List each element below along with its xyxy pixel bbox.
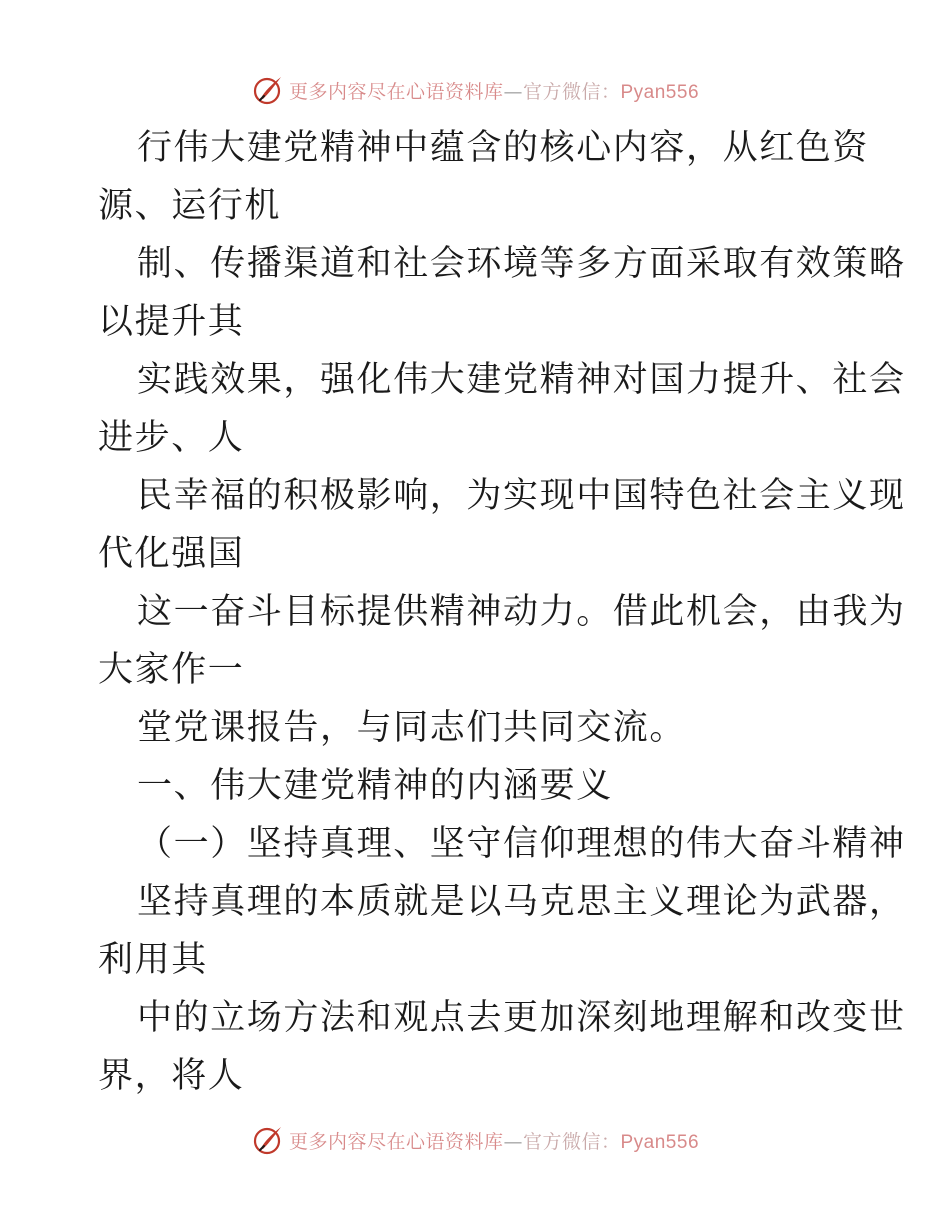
footer-watermark — [0, 1120, 950, 1160]
watermark-separator: — — [503, 80, 523, 103]
watermark-wechat-label: 官方微信： — [522, 1130, 621, 1153]
watermark-wechat-id: Pyan556 — [620, 1131, 700, 1153]
watermark-brand: 更多内容尽在心语资料库 — [288, 80, 504, 103]
watermark-wechat-label: 官方微信： — [522, 80, 621, 103]
text-line: 堂党课报告，与同志们共同交流。 — [137, 708, 687, 748]
section-heading: 一、伟大建党精神的内涵要义 — [137, 766, 613, 806]
text-line: 以提升其 — [98, 302, 245, 342]
watermark-wechat-id: Pyan556 — [620, 81, 700, 103]
watermark-brand: 更多内容尽在心语资料库 — [288, 1130, 504, 1153]
text-line: 利用其 — [98, 940, 208, 980]
quill-logo-icon — [251, 73, 285, 107]
header-watermark — [0, 70, 950, 110]
watermark-separator: — — [503, 1130, 523, 1153]
subsection-heading: （一）坚持真理、坚守信仰理想的伟大奋斗精神 — [137, 824, 906, 864]
text-line: 实践效果，强化伟大建党精神对国力提升、社会 — [137, 360, 906, 400]
text-line: 制、传播渠道和社会环境等多方面采取有效策略 — [137, 244, 906, 284]
text-line: 进步、人 — [98, 418, 245, 458]
text-line: 行伟大建党精神中蕴含的核心内容，从红色资 — [137, 128, 870, 168]
text-line: 坚持真理的本质就是以马克思主义理论为武器， — [137, 882, 906, 922]
text-line: 界，将人 — [98, 1056, 245, 1096]
text-line: 代化强国 — [98, 534, 245, 574]
text-line: 源、运行机 — [98, 186, 282, 226]
text-line: 中的立场方法和观点去更加深刻地理解和改变世 — [137, 998, 906, 1038]
quill-logo-icon — [251, 1123, 285, 1157]
text-line: 这一奋斗目标提供精神动力。借此机会，由我为 — [137, 592, 906, 632]
watermark-text — [289, 1127, 699, 1154]
text-line: 民幸福的积极影响，为实现中国特色社会主义现 — [137, 476, 906, 516]
text-line: 大家作一 — [98, 650, 245, 690]
watermark-text — [289, 77, 699, 104]
